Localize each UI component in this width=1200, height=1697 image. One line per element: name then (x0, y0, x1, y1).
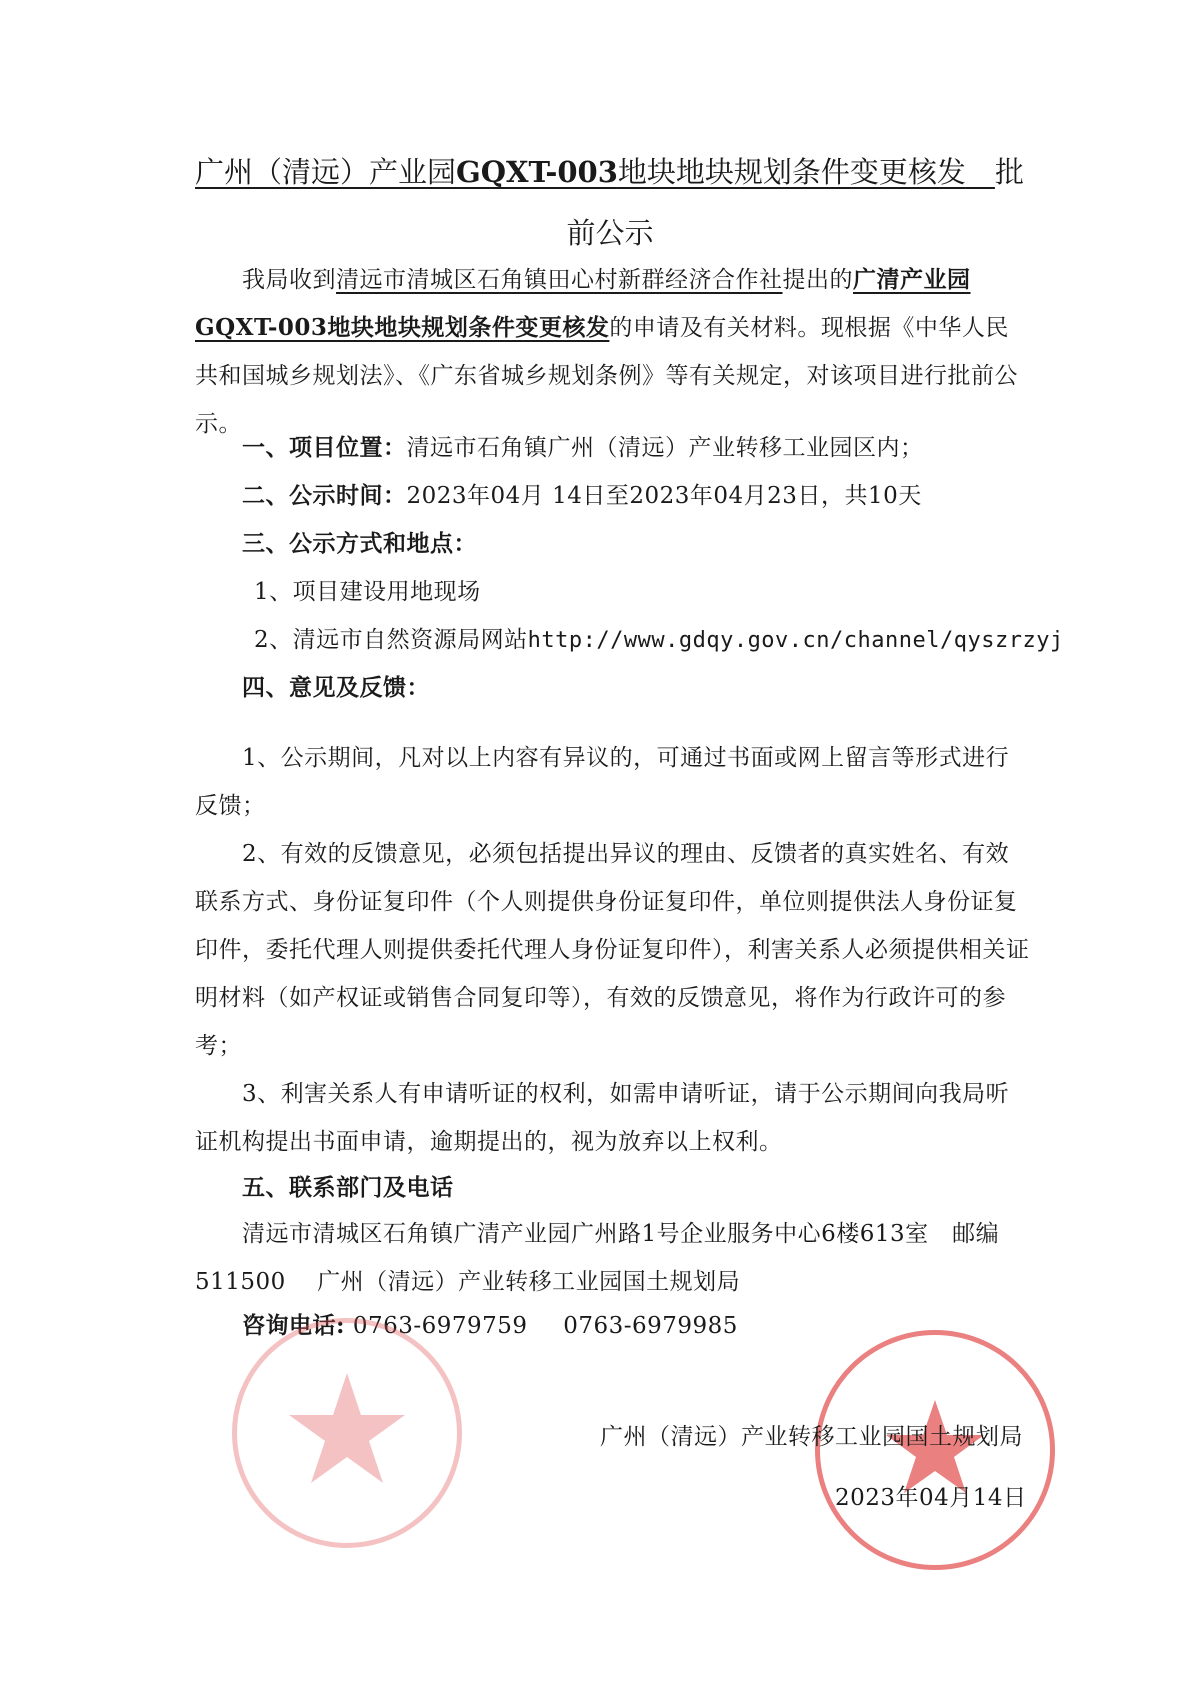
section-location (242, 428, 924, 468)
project-name: 广清产业园GQXT-003地块地块规划条件变更核发 (195, 266, 971, 341)
phone-number-2: 0763-6979985 (563, 1313, 738, 1339)
title-part-d: 批 (994, 155, 1024, 189)
intro-text-1: 我局收到 (242, 267, 336, 293)
section-period (242, 476, 922, 516)
signature-date: 2023年04月14日 (835, 1485, 1027, 1511)
method-item-1: 1、项目建设用地现场 (254, 579, 481, 605)
document-title-line2: 前公示 (566, 216, 654, 250)
intro-text-3: 的申请及有关材料。现根据《中华人民共和国城乡规划法》、《广东省城乡规划条例》等有关规定，对该项目进行批前公示。 (195, 315, 1018, 437)
method-item-2 (254, 620, 1064, 661)
section-location-value: 清远市石角镇广州（清远）产业转移工业园区内； (406, 435, 924, 461)
website-link[interactable]: http://www.gdqy.gov.cn/channel/qyszrzyj (527, 628, 1064, 653)
intro-text-2: 提出的 (782, 267, 853, 293)
section-period-label: 二、公示时间： (242, 482, 407, 509)
phone-label: 咨询电话: (242, 1312, 345, 1339)
section-feedback-label: 四、意见及反馈： (242, 674, 430, 701)
section-contact-label: 五、联系部门及电话 (242, 1174, 454, 1201)
feedback-item-1: 1、公示期间，凡对以上内容有异议的，可通过书面或网上留言等形式进行反馈； (195, 745, 1010, 819)
document-title-line1 (195, 147, 1025, 197)
signature-org: 广州（清远）产业转移工业园国土规划局 (600, 1424, 1023, 1450)
seal-left-star-icon (237, 1323, 457, 1543)
feedback-item-3: 3、利害关系人有申请听证的权利，如需申请听证，请于公示期间向我局听证机构提出书面申请，逾期提出的，视为放弃以上权利。 (195, 1081, 1010, 1155)
official-seal-left (232, 1318, 462, 1548)
feedback-item-2: 2、有效的反馈意见，必须包括提出异议的理由、反馈者的真实姓名、有效联系方式、身份证复印件（个人则提供身份证复印件，单位则提供法人身份证复印件，委托代理人则提供委托代理人身份证复印件），利害关系人必须提供相关证明材料（如产权证或销售合同复印等），有效的反馈意见，将作为行政许可的参考； (195, 841, 1030, 1059)
section-period-value: 2023年04月 14日至2023年04月23日，共10天 (406, 483, 922, 509)
section-method-label: 三、公示方式和地点： (242, 530, 477, 557)
section-location-label: 一、项目位置： (242, 434, 407, 461)
title-part-c: 地块地块规划条件变更核发 (617, 155, 966, 189)
applicant-name: 清远市清城区石角镇田心村新群经济合作社 (336, 267, 783, 293)
phone-number-1: 0763-6979759 (352, 1313, 528, 1339)
title-part-b: GQXT-003 (456, 155, 618, 189)
title-part-a: 广州（清远）产业园 (195, 155, 457, 189)
intro-paragraph (195, 256, 1030, 448)
contact-address: 清远市清城区石角镇广清产业园广州路1号企业服务中心6楼613室 邮编511500 广州（清远）产业转移工业园国土规划局 (195, 1221, 1000, 1295)
method-item-2-text: 2、清远市自然资源局网站 (254, 627, 528, 653)
